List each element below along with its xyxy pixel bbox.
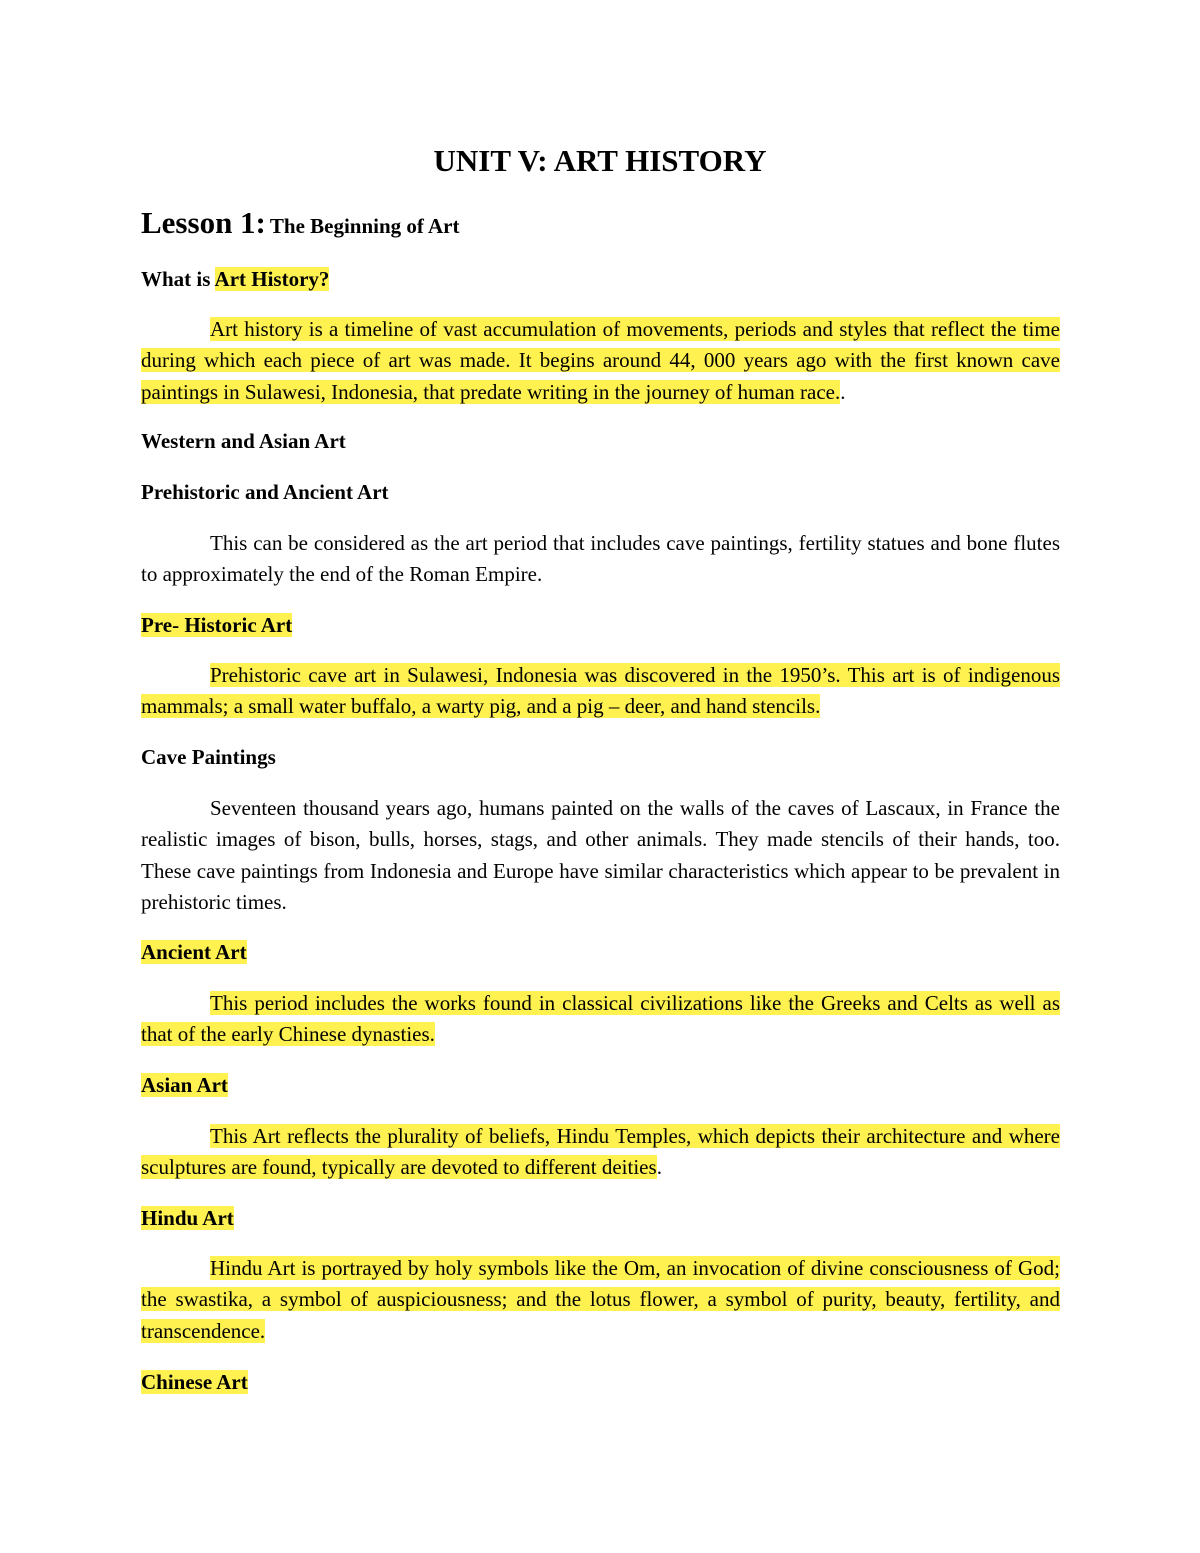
ancient-art-heading-text: Ancient Art — [141, 940, 247, 964]
hindu-art-text: Hindu Art is portrayed by holy symbols like the Om, an invocation of divine consciousness of God; the swastika, a symbol of auspiciousness; and the lotus flower, a symbol of purity, beauty, fertility, and transcendence. — [141, 1256, 1060, 1343]
what-is-highlight: Art History? — [214, 267, 330, 291]
asian-art-paragraph — [141, 1121, 1060, 1184]
asian-art-end: . — [656, 1155, 662, 1180]
pre-historic-paragraph — [141, 660, 1060, 723]
asian-art-text: This Art reflects the plurality of beliefs, Hindu Temples, which depicts their architecture and where sculptures are found, typically are devoted to different deities — [141, 1124, 1060, 1180]
asian-art-heading-text: Asian Art — [141, 1073, 228, 1097]
ancient-art-heading — [141, 937, 247, 968]
intro-end: . — [840, 379, 846, 404]
asian-art-heading — [141, 1070, 228, 1101]
hindu-art-paragraph — [141, 1253, 1060, 1347]
lesson-number: Lesson 1: — [141, 205, 266, 240]
intro-text: Art history is a timeline of vast accumulation of movements, periods and styles that reflect the time during which each piece of art was made. It begins around 44, 000 years ago with the first known cave paintings in Sulawesi, Indonesia, that predate writing in the journey of human race. — [141, 317, 1060, 404]
chinese-art-heading — [141, 1367, 248, 1398]
chinese-art-heading-text: Chinese Art — [141, 1370, 248, 1394]
ancient-art-text: This period includes the works found in classical civilizations like the Greeks and Celts as well as that of the early Chinese dynasties. — [141, 991, 1060, 1047]
lesson-name: The Beginning of Art — [269, 214, 460, 238]
lesson-heading — [141, 203, 460, 249]
hindu-art-heading-text: Hindu Art — [141, 1206, 234, 1230]
prehistoric-ancient-heading: Prehistoric and Ancient Art — [141, 480, 389, 504]
pre-historic-heading-text: Pre- Historic Art — [141, 613, 293, 637]
cave-paintings-heading: Cave Paintings — [141, 745, 276, 769]
western-asian-heading: Western and Asian Art — [141, 429, 346, 453]
what-is-heading — [141, 264, 329, 295]
pre-historic-heading — [141, 610, 292, 641]
hindu-art-heading — [141, 1203, 234, 1234]
intro-paragraph — [141, 314, 1060, 408]
cave-paintings-paragraph: Seventeen thousand years ago, humans painted on the walls of the caves of Lascaux, in France the realistic images of bison, bulls, horses, stags, and other animals. They made stencils of their hands, too. These cave paintings from Indonesia and Europe have similar characteristics which appear to be prevalent in prehistoric times. — [141, 796, 1060, 914]
ancient-art-paragraph — [141, 988, 1060, 1051]
what-is-prefix: What is — [141, 267, 215, 291]
unit-title: UNIT V: ART HISTORY — [433, 143, 767, 178]
prehistoric-ancient-paragraph: This can be considered as the art period that includes cave paintings, fertility statues and bone flutes to approximately the end of the Roman Empire. — [141, 531, 1060, 587]
pre-historic-text: Prehistoric cave art in Sulawesi, Indonesia was discovered in the 1950’s. This art is of indigenous mammals; a small water buffalo, a warty pig, and a pig – deer, and hand stencils. — [141, 663, 1060, 719]
